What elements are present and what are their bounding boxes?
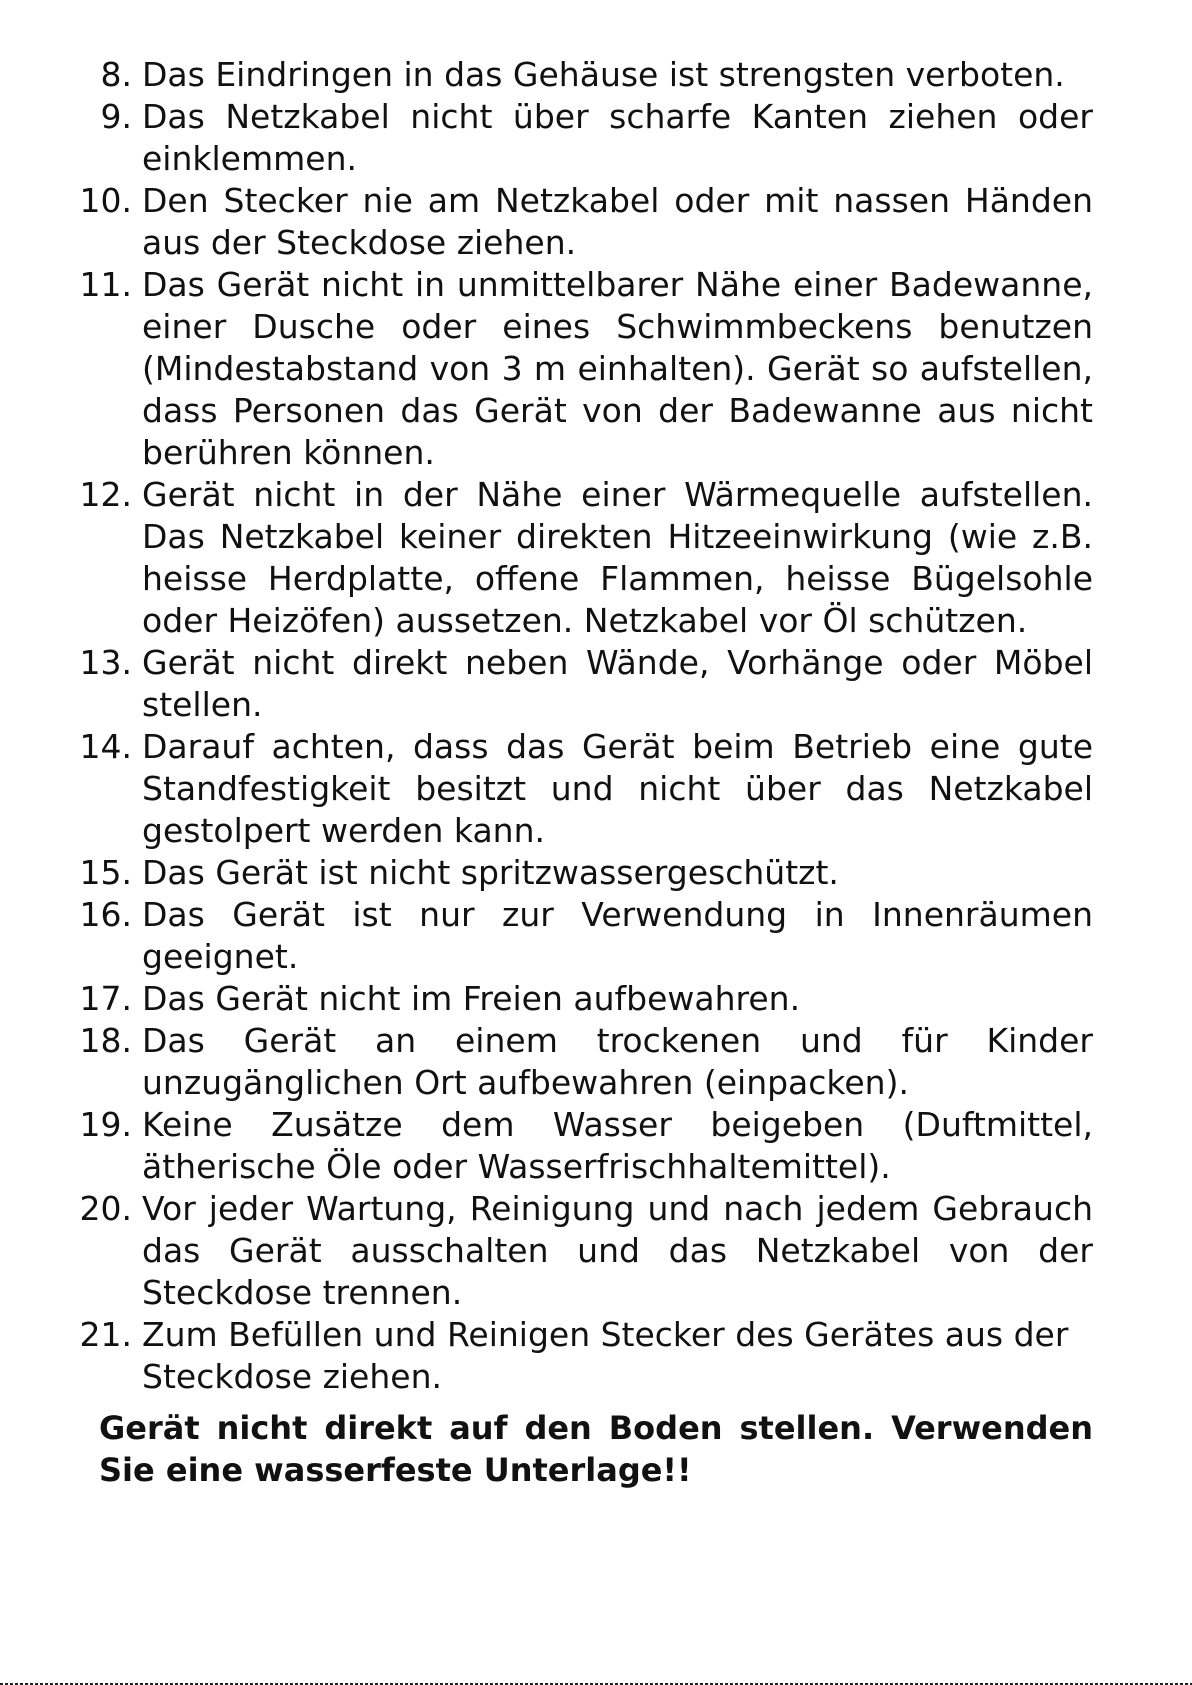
list-item: [60, 264, 1093, 474]
item-number: 18.: [79, 1021, 132, 1060]
warning-note: Gerät nicht direkt auf den Boden stellen. Verwenden Sie eine wasserfeste Unterlage!!: [99, 1409, 1093, 1489]
safety-instructions-list: [60, 54, 1093, 1398]
item-number: 20.: [79, 1189, 132, 1228]
item-text: Das Netzkabel nicht über scharfe Kanten ziehen oder einklemmen.: [142, 97, 1093, 178]
item-text: Darauf achten, dass das Gerät beim Betrieb eine gute Standfestigkeit besitzt und nicht über das Netzkabel gestolpert werden kann.: [142, 727, 1093, 850]
item-text: Vor jeder Wartung, Reinigung und nach jedem Gebrauch das Gerät ausschalten und das Netzkabel von der Steckdose trennen.: [142, 1189, 1093, 1312]
item-text: Das Gerät ist nur zur Verwendung in Innenräumen geeignet.: [142, 895, 1093, 976]
list-item: [60, 642, 1093, 726]
item-text: Das Gerät ist nicht spritzwassergeschützt.: [142, 853, 839, 892]
list-item: [60, 978, 1093, 1020]
item-number: 14.: [79, 727, 132, 766]
item-number: 19.: [79, 1105, 132, 1144]
list-item: [60, 1188, 1093, 1314]
item-text: Den Stecker nie am Netzkabel oder mit nassen Händen aus der Steckdose ziehen.: [142, 181, 1093, 262]
list-item: [60, 54, 1093, 96]
item-text: Keine Zusätze dem Wasser beigeben (Duftmittel, ätherische Öle oder Wasserfrischhaltemittel).: [142, 1105, 1093, 1186]
item-number: 17.: [79, 979, 132, 1018]
list-item: [60, 180, 1093, 264]
list-item: [60, 894, 1093, 978]
list-item: [60, 96, 1093, 180]
list-item: [60, 474, 1093, 642]
item-number: 21.: [79, 1315, 132, 1354]
list-item: [60, 852, 1093, 894]
item-number: 9.: [100, 97, 132, 136]
item-text: Das Gerät nicht in unmittelbarer Nähe einer Badewanne, einer Dusche oder eines Schwimmbeckens benutzen (Mindestabstand von 3 m einhalten). Gerät so aufstellen, dass Personen das Gerät von der Badewanne aus nicht berühren können.: [142, 265, 1093, 472]
item-number: 16.: [79, 895, 132, 934]
item-text: Gerät nicht direkt neben Wände, Vorhänge oder Möbel stellen.: [142, 643, 1093, 724]
item-number: 13.: [79, 643, 132, 682]
item-number: 11.: [79, 265, 132, 304]
item-text: Zum Befüllen und Reinigen Stecker des Gerätes aus der Steckdose ziehen.: [142, 1315, 1069, 1396]
list-item: [60, 1020, 1093, 1104]
item-number: 12.: [79, 475, 132, 514]
item-text: Das Gerät nicht im Freien aufbewahren.: [142, 979, 801, 1018]
list-item: [60, 1314, 1093, 1398]
item-number: 8.: [100, 55, 132, 94]
item-text: Das Gerät an einem trockenen und für Kinder unzugänglichen Ort aufbewahren (einpacken).: [142, 1021, 1093, 1102]
list-item: [60, 726, 1093, 852]
item-text: Das Eindringen in das Gehäuse ist strengsten verboten.: [142, 55, 1065, 94]
list-item: [60, 1104, 1093, 1188]
item-text: Gerät nicht in der Nähe einer Wärmequelle aufstellen. Das Netzkabel keiner direkten Hitzeeinwirkung (wie z.B. heisse Herdplatte, offene Flammen, heisse Bügelsohle oder Heizöfen) aussetzen. Netzkabel vor Öl schützen.: [142, 475, 1093, 640]
item-number: 10.: [79, 181, 132, 220]
item-number: 15.: [79, 853, 132, 892]
